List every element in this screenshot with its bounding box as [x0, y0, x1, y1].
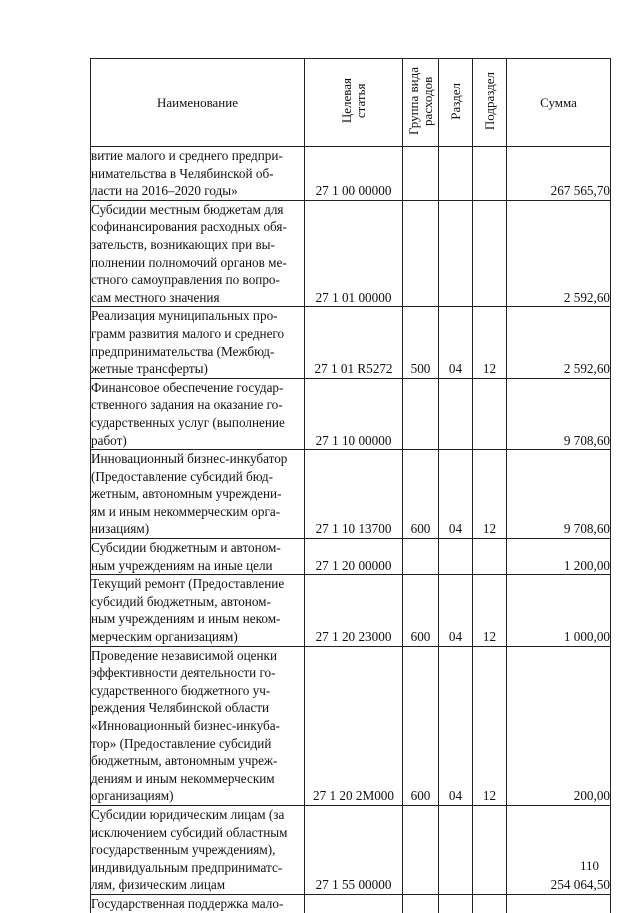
- row-group-cell: [403, 378, 439, 449]
- table-row: [91, 539, 611, 575]
- row-section-cell: [439, 450, 473, 539]
- row-target-cell: [305, 805, 403, 894]
- row-sum-text: 1 000,00: [563, 629, 610, 645]
- row-sum-text: 2 592,60: [563, 289, 610, 305]
- row-subsection-cell: [473, 575, 507, 646]
- row-group-cell: [403, 539, 439, 575]
- row-target-text: 27 1 20 2М000: [313, 788, 394, 804]
- row-group-cell: [403, 307, 439, 378]
- row-name-text: Инновационный бизнес-инкубатор (Предоставление субсидий бюд- жетным, автономным учреждени- ям и иным некоммерческим орга- низациям): [91, 451, 288, 537]
- row-target-cell: [305, 450, 403, 539]
- row-subsection-cell: [473, 539, 507, 575]
- row-name-cell: [91, 646, 305, 805]
- table-row: [91, 646, 611, 805]
- row-group-text: 500: [410, 361, 431, 377]
- row-name-cell: [91, 450, 305, 539]
- row-sum-cell: [507, 805, 611, 894]
- row-sum-cell: [507, 539, 611, 575]
- row-target-cell: [305, 575, 403, 646]
- row-target-text: 27 1 01 00000: [315, 289, 392, 305]
- row-sum-text: 1 200,00: [563, 557, 610, 573]
- row-sum-cell: [507, 646, 611, 805]
- header-section-label: Раздел: [447, 82, 463, 120]
- row-target-cell: [305, 539, 403, 575]
- table-row: [91, 378, 611, 449]
- row-target-cell: [305, 378, 403, 449]
- row-sum-cell: [507, 378, 611, 449]
- header-subsection: [473, 59, 507, 147]
- row-target-cell: [305, 200, 403, 307]
- row-section-cell: [439, 894, 473, 912]
- header-group: [403, 59, 439, 147]
- row-target-cell: [305, 147, 403, 201]
- header-section: [439, 59, 473, 147]
- row-subsection-cell: [473, 307, 507, 378]
- row-section-text: 04: [448, 629, 463, 645]
- row-name-cell: [91, 378, 305, 449]
- table-row: [91, 147, 611, 201]
- row-subsection-cell: [473, 200, 507, 307]
- row-group-text: 600: [410, 788, 431, 804]
- row-name-text: Текущий ремонт (Предоставление субсидий бюджетным, автоном- ным учреждениям и иным неком- мерческим организациям): [91, 576, 285, 645]
- row-group-cell: [403, 147, 439, 201]
- row-group-cell: [403, 805, 439, 894]
- header-group-label: Группа вида расходов: [405, 67, 435, 135]
- row-name-text: Проведение независимой оценки эффективности деятельности го- сударственного бюджетного уч- реждения Челябинской области «Инновационный бизнес-инкуба- тор» (Предоставление субсидий бюджетным, автономным учреж- дениям и иным некоммерческим организациям): [91, 647, 280, 804]
- table-row: [91, 805, 611, 894]
- table-row: [91, 894, 611, 912]
- row-section-cell: [439, 147, 473, 201]
- row-name-cell: [91, 805, 305, 894]
- row-name-text: Субсидии местным бюджетам для софинансирования расходных обя- зательств, возникающих при вы- полнении полномочий органов ме- стного самоуправления по вопро- сам местного значения: [91, 201, 287, 305]
- header-name-label: Наименование: [157, 94, 238, 110]
- row-name-text: Финансовое обеспечение государ- ственного задания на оказание го- сударственных услуг (выполнение работ): [91, 379, 285, 448]
- budget-table-container: [90, 58, 610, 911]
- row-target-text: 27 1 10 00000: [315, 432, 392, 448]
- row-group-cell: [403, 894, 439, 912]
- row-sum-text: 9 708,60: [563, 521, 610, 537]
- row-sum-text: 254 064,50: [550, 877, 610, 893]
- row-name-cell: [91, 575, 305, 646]
- row-sum-cell: [507, 307, 611, 378]
- page-number: 110: [580, 858, 600, 873]
- row-sum-text: 200,00: [573, 788, 610, 804]
- row-subsection-text: 12: [482, 521, 497, 537]
- row-group-text: 600: [410, 629, 431, 645]
- row-section-cell: [439, 307, 473, 378]
- row-name-cell: [91, 894, 305, 912]
- row-name-text: Субсидии юридическим лицам (за исключением субсидий областным государственным учреждениям), индивидуальным предприниматс- лям, физическим лицам: [91, 806, 288, 893]
- row-section-cell: [439, 539, 473, 575]
- row-subsection-text: 12: [482, 361, 497, 377]
- row-target-text: 27 1 20 00000: [315, 557, 392, 573]
- row-group-cell: [403, 575, 439, 646]
- row-subsection-cell: [473, 805, 507, 894]
- row-sum-text: 267 565,70: [550, 183, 610, 199]
- row-subsection-cell: [473, 378, 507, 449]
- row-target-text: 27 1 55 00000: [315, 877, 392, 893]
- row-name-text: Субсидии бюджетным и автоном- ным учреждениям на иные цели: [91, 540, 281, 573]
- budget-table: [90, 58, 611, 913]
- row-section-text: 04: [448, 521, 463, 537]
- row-section-text: 04: [448, 361, 463, 377]
- header-sum: [507, 59, 611, 147]
- row-section-cell: [439, 646, 473, 805]
- row-name-cell: [91, 147, 305, 201]
- row-name-cell: [91, 307, 305, 378]
- row-name-cell: [91, 200, 305, 307]
- row-subsection-cell: [473, 894, 507, 912]
- row-sum-cell: [507, 894, 611, 912]
- row-sum-cell: [507, 200, 611, 307]
- row-sum-cell: [507, 575, 611, 646]
- row-group-cell: [403, 450, 439, 539]
- table-row: [91, 450, 611, 539]
- table-row: [91, 200, 611, 307]
- header-name: [91, 59, 305, 147]
- header-target-label: Целевая статья: [338, 78, 368, 124]
- row-target-cell: [305, 646, 403, 805]
- row-section-text: 04: [448, 788, 463, 804]
- row-section-cell: [439, 805, 473, 894]
- row-target-text: 27 1 00 00000: [315, 183, 392, 199]
- row-name-text: витие малого и среднего предпри- нимательства в Челябинской об- ласти на 2016–2020 годы»: [91, 148, 283, 199]
- row-sum-cell: [507, 450, 611, 539]
- row-sum-text: 9 708,60: [563, 432, 610, 448]
- row-target-text: 27 1 20 23000: [315, 629, 392, 645]
- row-subsection-cell: [473, 450, 507, 539]
- row-section-cell: [439, 200, 473, 307]
- row-target-cell: [305, 894, 403, 912]
- row-target-text: 27 1 01 R5272: [314, 361, 393, 377]
- table-body: [91, 147, 611, 913]
- row-name-cell: [91, 539, 305, 575]
- row-group-text: 600: [410, 521, 431, 537]
- row-section-cell: [439, 378, 473, 449]
- table-row: [91, 307, 611, 378]
- table-row: [91, 575, 611, 646]
- header-sum-label: Сумма: [540, 94, 577, 110]
- row-name-text: Государственная поддержка мало-: [91, 895, 284, 911]
- row-subsection-text: 12: [482, 788, 497, 804]
- row-target-text: 27 1 10 13700: [315, 521, 392, 537]
- row-subsection-cell: [473, 147, 507, 201]
- header-subsection-label: Подраздел: [481, 71, 497, 131]
- row-name-text: Реализация муниципальных про- грамм развития малого и среднего предпринимательства (Межбюд- жетные трансферты): [91, 308, 285, 377]
- row-group-cell: [403, 200, 439, 307]
- row-subsection-cell: [473, 646, 507, 805]
- table-header-row: [91, 59, 611, 147]
- row-target-cell: [305, 307, 403, 378]
- row-subsection-text: 12: [482, 629, 497, 645]
- row-sum-cell: [507, 147, 611, 201]
- row-group-cell: [403, 646, 439, 805]
- row-sum-text: 2 592,60: [563, 361, 610, 377]
- row-section-cell: [439, 575, 473, 646]
- header-target: [305, 59, 403, 147]
